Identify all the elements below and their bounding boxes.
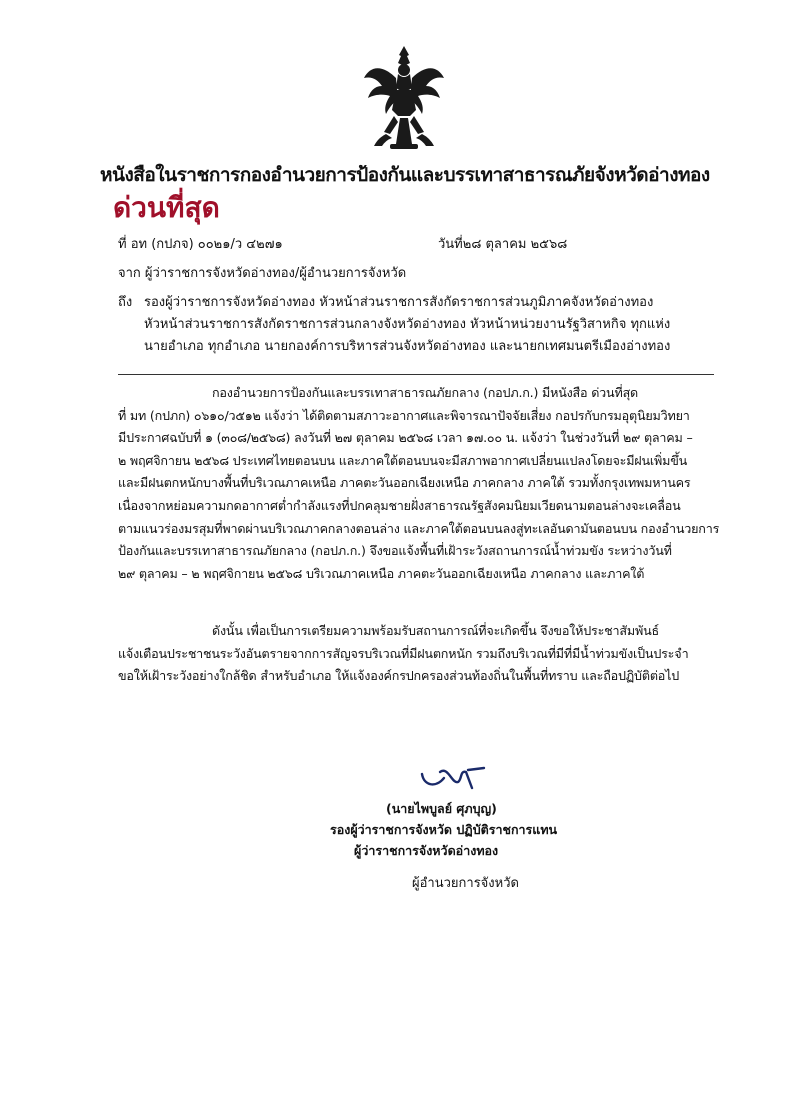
paragraph-line: กองอำนวยการป้องกันและบรรเทาสาธารณภัยกลาง (กอปภ.ก.) มีหนังสือ ด่วนที่สุด bbox=[212, 385, 639, 400]
document-title: หนังสือในราชการกองอำนวยการป้องกันและบรรเทาสาธารณภัยจังหวัดอ่างทอง bbox=[100, 164, 710, 186]
recipients-line: รองผู้ว่าราชการจังหวัดอ่างทอง หัวหน้าส่วนราชการสังกัดราชการส่วนภูมิภาคจังหวัดอ่างทอง bbox=[144, 295, 654, 310]
signatory-name: (นายไพบูลย์ ศุภบุญ) bbox=[386, 801, 497, 816]
recipients-line: นายอำเภอ ทุกอำเภอ นายกองค์การบริหารส่วนจังหวัดอ่างทอง และนายกเทศมนตรีเมืองอ่างทอง bbox=[144, 339, 671, 354]
signatory-block bbox=[330, 798, 590, 861]
to-label: ถึง bbox=[118, 295, 133, 310]
paragraph-line: ขอให้เฝ้าระวังอย่างใกล้ชิด สำหรับอำเภอ ให้แจ้งองค์กรปกครองส่วนท้องถิ่นในพื้นที่ทราบ และถือปฏิบัติต่อไป bbox=[118, 668, 680, 684]
handwritten-signature bbox=[418, 762, 498, 792]
urgency-label: ด่วนที่สุด bbox=[113, 191, 220, 224]
signatory-position: รองผู้ว่าราชการจังหวัด ปฏิบัติราชการแทน bbox=[330, 822, 558, 837]
paragraph-line: ที่ มท (กปภก) ๐๖๑๐/ว๕๑๒ แจ้งว่า ได้ติดตามสภาวะอากาศและพิจารณาปัจจัยเสี่ยง กอปรกับกรมอุตุนิยมวิทยา bbox=[118, 407, 690, 423]
from-line: จาก ผู้ว่าราชการจังหวัดอ่างทอง/ผู้อำนวยการจังหวัด bbox=[118, 266, 407, 281]
paragraph-line: ป้องกันและบรรเทาสาธารณภัยกลาง (กอปภ.ก.) จึงขอแจ้งพื้นที่เฝ้าระวังสถานการณ์น้ำท่วมขัง ระหว่างวันที่ bbox=[118, 543, 672, 559]
reference-number: ที่ อท (กปภจ) ๐๐๒๑/ว ๔๒๗๑ bbox=[118, 237, 283, 252]
reference-line bbox=[118, 233, 568, 254]
body-paragraph-2 bbox=[118, 620, 718, 688]
paragraph-line: ตามแนวร่องมรสุมที่พาดผ่านบริเวณภาคกลางตอนล่าง และภาคใต้ตอนบนลงสู่ทะเลอันดามันตอนบน กองอำนวยการ bbox=[118, 520, 720, 536]
paragraph-line: เนื่องจากหย่อมความกดอากาศต่ำกำลังแรงที่ปกคลุมชายฝั่งสาธารณรัฐสังคมนิยมเวียดนามตอนล่างจะเคลื่อน bbox=[118, 497, 681, 513]
paragraph-line: ๒ พฤศจิกายน ๒๕๖๘ ประเทศไทยตอนบน และภาคใต้ตอนบนจะมีสภาพอากาศเปลี่ยนแปลงโดยจะมีฝนเพิ่มขึ้น bbox=[118, 452, 688, 468]
signatory-position: ผู้ว่าราชการจังหวัดอ่างทอง bbox=[354, 843, 499, 858]
paragraph-line: ๒๙ ตุลาคม – ๒ พฤศจิกายน ๒๕๖๘ บริเวณภาคเหนือ ภาคตะวันออกเฉียงเหนือ ภาคกลาง และภาคใต้ bbox=[118, 565, 645, 581]
recipients-line: หัวหน้าส่วนราชการสังกัดราชการส่วนกลางจังหวัดอ่างทอง หัวหน้าหน่วยงานรัฐวิสาหกิจ ทุกแห่ง bbox=[144, 317, 671, 332]
paragraph-line: และมีฝนตกหนักบางพื้นที่บริเวณภาคเหนือ ภาคตะวันออกเฉียงเหนือ ภาคกลาง ภาคใต้ รวมทั้งกรุงเทพมหานคร bbox=[118, 475, 691, 491]
body-paragraph-1 bbox=[118, 382, 718, 585]
paragraph-line: แจ้งเตือนประชาชนระวังอันตรายจากการสัญจรบริเวณที่มีฝนตกหนัก รวมถึงบริเวณที่มีที่มีน้ำท่วมขังเป็นประจำ bbox=[118, 645, 689, 661]
header-divider bbox=[118, 374, 714, 375]
paragraph-line: ดังนั้น เพื่อเป็นการเตรียมความพร้อมรับสถานการณ์ที่จะเกิดขึ้น จึงขอให้ประชาสัมพันธ์ bbox=[212, 623, 659, 638]
document-date: วันที่๒๘ ตุลาคม ๒๕๖๘ bbox=[438, 237, 568, 252]
signatory-office: ผู้อำนวยการจังหวัด bbox=[412, 876, 519, 891]
garuda-emblem-icon bbox=[362, 44, 446, 152]
paragraph-line: มีประกาศฉบับที่ ๑ (๓๐๘/๒๕๖๘) ลงวันที่ ๒๗ ตุลาคม ๒๕๖๘ เวลา ๑๗.๐๐ น. แจ้งว่า ในช่วงวันที่ ๒๙ ตุลาคม – bbox=[118, 430, 693, 446]
